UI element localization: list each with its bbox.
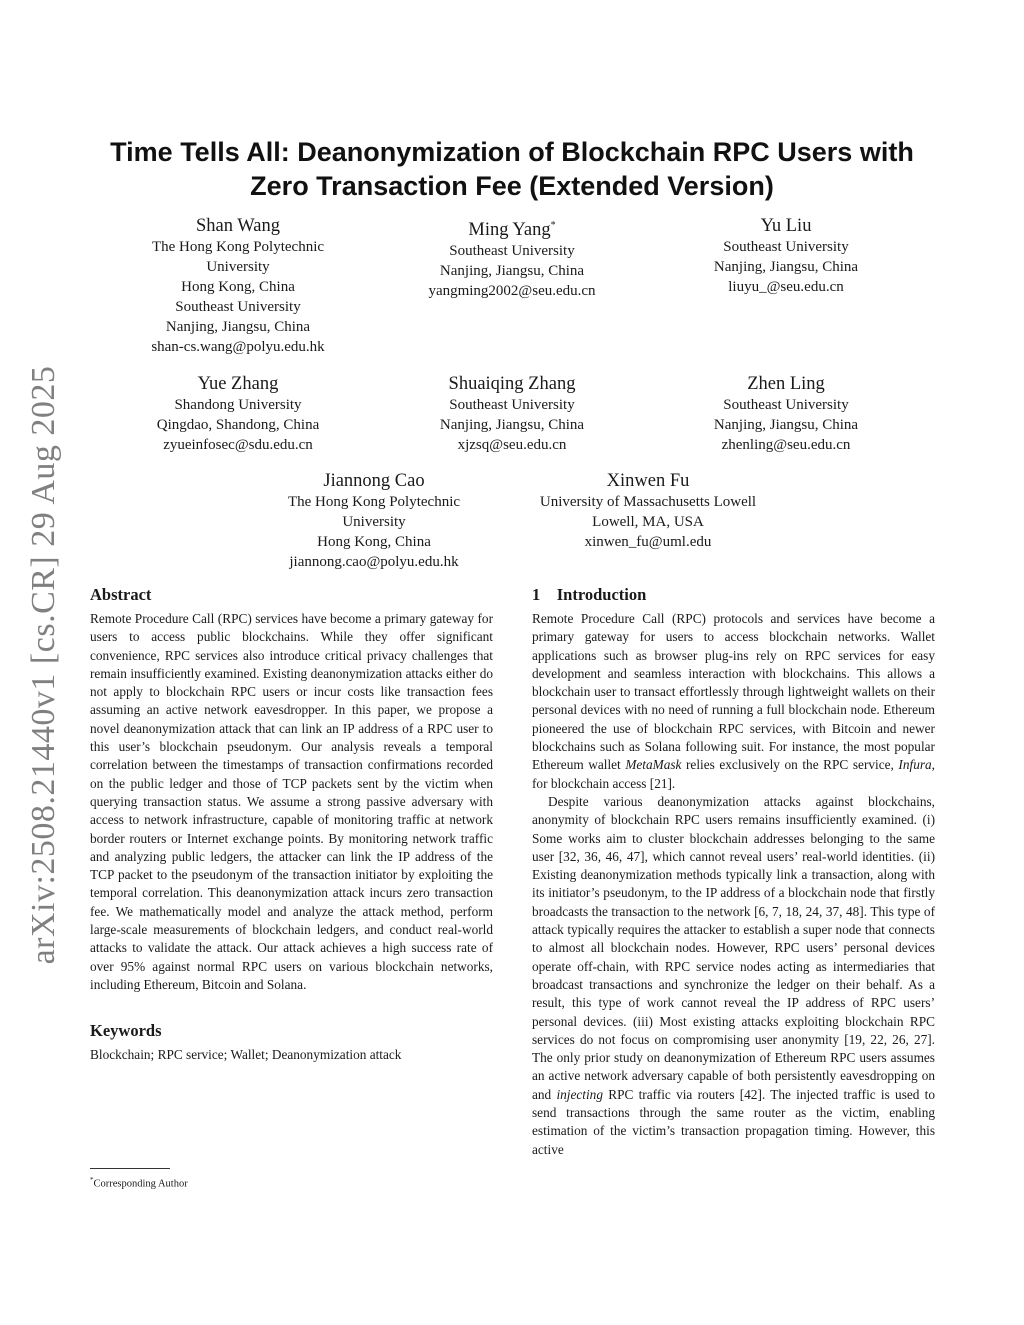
author-email: zyueinfosec@sdu.edu.cn xyxy=(163,437,313,453)
keywords-heading: Keywords xyxy=(90,1021,162,1041)
author-affiliation: Nanjing, Jiangsu, China xyxy=(713,259,859,275)
abstract-heading: Abstract xyxy=(90,585,152,604)
author-name: Jiannong Cao xyxy=(323,471,425,491)
author-email: xjzsq@seu.edu.cn xyxy=(457,437,567,453)
author-affiliation: Southeast University xyxy=(449,397,575,413)
title-line-1: Time Tells All: Deanonymization of Blockchain RPC Users with xyxy=(110,137,914,167)
introduction-heading: 1 Introduction xyxy=(532,585,647,604)
author-email: jiannong.cao@polyu.edu.hk xyxy=(289,554,459,570)
author-affiliation: Qingdao, Shandong, China xyxy=(156,417,320,433)
author-affiliation: Lowell, MA, USA xyxy=(592,514,704,530)
author-name: Zhen Ling xyxy=(747,374,825,394)
corresponding-mark: * xyxy=(550,220,556,231)
author-block xyxy=(656,373,916,455)
author-block xyxy=(108,373,368,455)
author-affiliation: The Hong Kong Polytechnic xyxy=(151,239,325,255)
author-affiliation: University xyxy=(342,514,406,530)
infura-emphasis: Infura xyxy=(898,757,932,773)
author-email: xinwen_fu@uml.edu xyxy=(584,534,712,550)
author-email: liuyu_@seu.edu.cn xyxy=(728,279,844,295)
injecting-emphasis: injecting xyxy=(556,1086,603,1102)
author-affiliation: Nanjing, Jiangsu, China xyxy=(439,263,585,280)
author-block xyxy=(518,470,778,552)
author-name: Yue Zhang xyxy=(197,374,279,394)
footnote-divider xyxy=(90,1168,170,1169)
author-affiliation: University xyxy=(206,259,270,275)
author-block xyxy=(656,215,916,297)
author-affiliation: Hong Kong, China xyxy=(181,279,295,295)
author-affiliation: Nanjing, Jiangsu, China xyxy=(713,417,859,433)
author-affiliation: Shandong University xyxy=(174,397,302,413)
author-email: yangming2002@seu.edu.cn xyxy=(428,283,596,300)
introduction-paragraph-1: Remote Procedure Call (RPC) protocols and services have become a primary gateway for users to access blockchain networks. Wallet applications such as browser plug-ins rely on RPC services for easy development and seamless interaction with blockchains. This allows a blockchain user to transact effortlessly through lightweight wallets on their personal devices with no need of running a full blockchain node. Ethereum pioneered the use of blockchain RPC services, with Bitcoin and newer blockchains such as Solana following suit. For instance, the most popular Ethereum wallet MetaMask relies exclusively on the RPC service, Infura, for blockchain access [21]. xyxy=(532,611,935,791)
author-affiliation: Nanjing, Jiangsu, China xyxy=(165,319,311,335)
author-block xyxy=(382,373,642,455)
metamask-emphasis: MetaMask xyxy=(625,757,682,773)
author-block xyxy=(244,470,504,572)
author-affiliation: Southeast University xyxy=(723,239,849,255)
title-line-2: Zero Transaction Fee (Extended Version) xyxy=(250,171,774,201)
author-affiliation: University of Massachusetts Lowell xyxy=(539,494,757,510)
author-name: Yu Liu xyxy=(760,216,812,236)
author-affiliation: Nanjing, Jiangsu, China xyxy=(439,417,585,433)
author-name: Shuaiqing Zhang xyxy=(448,374,576,394)
abstract-text: Remote Procedure Call (RPC) services have become a primary gateway for users to access public blockchains. While they offer significant convenience, RPC services also introduce critical privacy challenges that remain insufficiently examined. Existing deanonymization attacks either do not apply to blockchain RPC users or incur costs like transaction fees assuming an active network eavesdropper. In this paper, we propose a novel deanonymization attack that can link an IP address of a RPC user to this user’s blockchain pseudonym. Our analysis reveals a temporal correlation between the timestamps of transaction confirmations recorded on the public ledger and those of TCP packets sent by the victim when querying transaction status. We assume a strong passive adversary with access to network infrastructure, capable of monitoring traffic at network border routers or Internet exchange points. By monitoring network traffic and analyzing public ledgers, the attacker can link the IP address of the TCP packet to the pseudonym of the transaction initiator by exploiting the temporal correlation. This deanonymization attack incurs zero transaction fee. We mathematically model and analyze the attack method, perform large-scale measurements of blockchain ledgers, and conduct real-world attacks to validate the attack. Our attack achieves a high success rate of over 95% against normal RPC users on various blockchain networks, including Ethereum, Bitcoin and Solana. xyxy=(90,611,493,992)
keywords-text: Blockchain; RPC service; Wallet; Deanonymization attack xyxy=(90,1047,402,1063)
introduction-paragraph-2: Despite various deanonymization attacks against blockchains, anonymity of blockchain RPC users remains insufficiently examined. (i) Some works aim to cluster blockchain addresses belonging to the same user [32, 36, 46, 47], which cannot reveal users’ real-world identities. (ii) Existing deanonymization methods typically link a transaction, along with its initiator’s pseudonym, to the IP address of a blockchain node that firstly broadcasts the transaction to the network [6, 7, 18, 24, 37, 48]. This type of attack typically requires the attacker to establish a super node that connects to almost all blockchain nodes. However, RPC users’ personal devices operate off-chain, with RPC service nodes acting as intermediaries that broadcast transactions and synchronize the ledger on their behalf. As a result, this type of work cannot reveal the IP address of RPC users’ personal devices. (iii) Most existing attacks exploiting blockchain RPC services do not focus on compromising user anonymity [19, 22, 26, 27]. The only prior study on deanonymization of Ethereum RPC users assumes an active network adversary capable of both persistently eavesdropping on and injecting RPC traffic via routers [42]. The injected traffic is used to send transactions through the same router as the victim, enabling estimation of the victim’s transaction propagation timing. However, this active xyxy=(532,793,936,1157)
author-name: Xinwen Fu xyxy=(606,471,690,491)
author-block xyxy=(382,215,642,301)
author-affiliation: The Hong Kong Polytechnic xyxy=(287,494,461,510)
author-name: Shan Wang xyxy=(196,216,280,236)
left-column xyxy=(90,585,493,1065)
author-block xyxy=(108,215,368,357)
author-email: shan-cs.wang@polyu.edu.hk xyxy=(151,339,325,355)
paper-title xyxy=(0,135,1024,203)
author-email: zhenling@seu.edu.cn xyxy=(721,437,851,453)
arxiv-identifier: arXiv:2508.21440v1 [cs.CR] 29 Aug 2025 xyxy=(25,365,62,965)
author-affiliation: Southeast University xyxy=(723,397,849,413)
right-column xyxy=(532,585,935,1159)
author-name: Ming Yang* xyxy=(468,220,556,241)
footnote: *Corresponding Author xyxy=(90,1176,188,1190)
author-affiliation: Hong Kong, China xyxy=(317,534,431,550)
author-affiliation: Southeast University xyxy=(449,243,575,260)
author-affiliation: Southeast University xyxy=(175,299,301,315)
